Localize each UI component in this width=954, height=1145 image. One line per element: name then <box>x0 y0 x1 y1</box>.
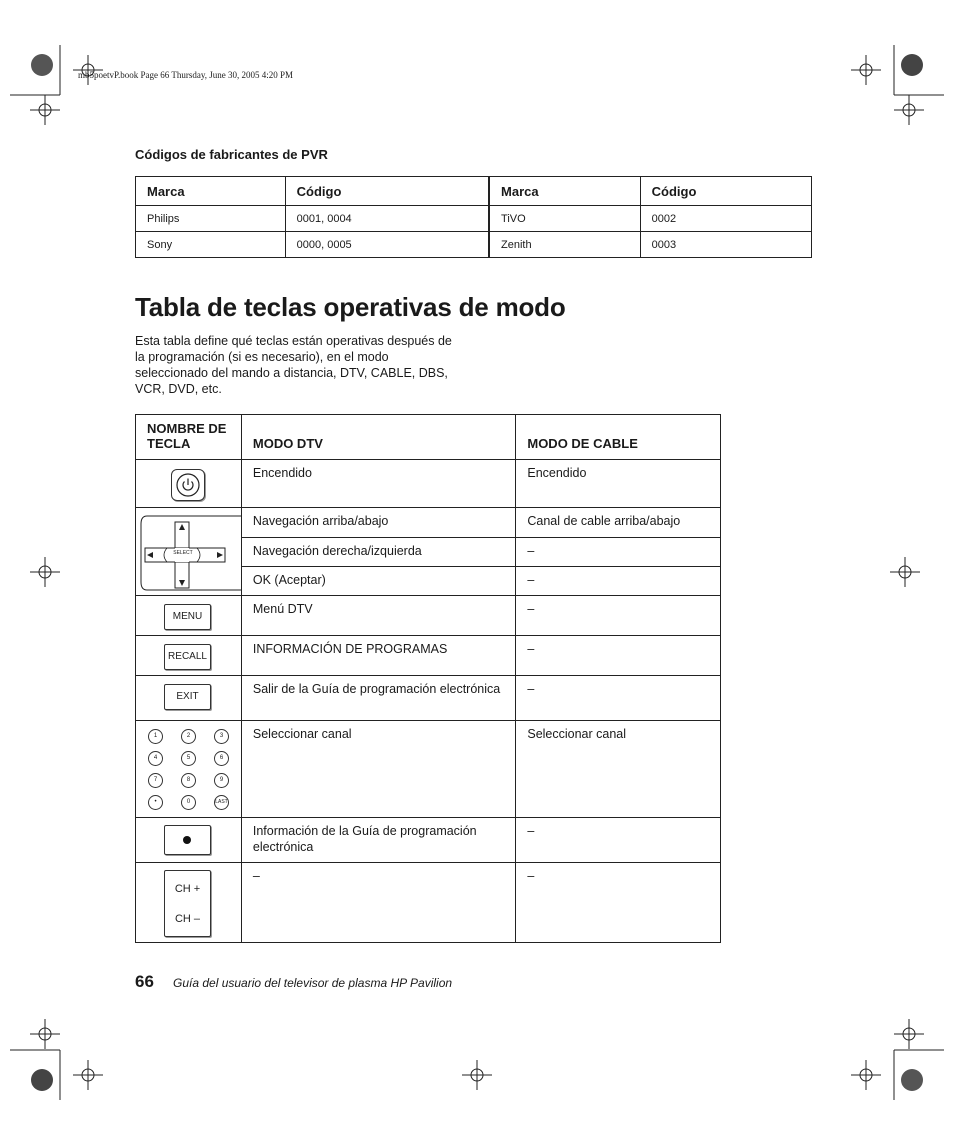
table-row <box>136 676 721 721</box>
power-icon <box>172 470 204 500</box>
exit-key: EXIT <box>164 684 211 710</box>
table-row <box>136 863 721 943</box>
keypad-key: 1 <box>148 729 163 744</box>
recall-key: RECALL <box>164 644 211 670</box>
channel-down-label: CH – <box>174 913 201 925</box>
column-header: Código <box>640 177 811 206</box>
dtv-mode-cell: Información de la Guía de programación electrónica <box>241 818 515 863</box>
table-row <box>136 232 812 258</box>
menu-key: MENU <box>164 604 211 630</box>
cable-mode-cell: – <box>516 818 721 863</box>
keypad-key: 4 <box>148 751 163 766</box>
table-cell: 0003 <box>640 232 811 258</box>
cable-mode-cell: – <box>516 567 721 596</box>
keypad-key: LAST <box>214 795 229 810</box>
dtv-mode-cell: Seleccionar canal <box>241 721 515 818</box>
cable-mode-cell: – <box>516 636 721 676</box>
column-header: MODO DTV <box>241 415 515 460</box>
select-key-label: SELECT <box>173 550 193 556</box>
cable-mode-cell: Seleccionar canal <box>516 721 721 818</box>
table-cell: TiVO <box>489 206 640 232</box>
keypad-key: 3 <box>214 729 229 744</box>
keypad-key: 2 <box>181 729 196 744</box>
key-cell <box>136 596 242 636</box>
key-cell <box>136 636 242 676</box>
pvr-codes-table <box>135 176 812 258</box>
dtv-mode-cell: Navegación derecha/izquierda <box>241 538 515 567</box>
pvr-codes-title: Códigos de fabricantes de PVR <box>135 147 328 162</box>
table-row <box>136 508 721 538</box>
channel-rocker-key <box>164 870 211 937</box>
table-row <box>136 636 721 676</box>
keypad-key: 7 <box>148 773 163 788</box>
number-keypad <box>136 721 242 818</box>
keypad-key: 8 <box>181 773 196 788</box>
dtv-mode-cell: Salir de la Guía de programación electrónica <box>241 676 515 721</box>
keypad-key: 5 <box>181 751 196 766</box>
cable-mode-cell: – <box>516 676 721 721</box>
channel-up-label: CH + <box>174 883 201 895</box>
key-cell <box>136 863 242 943</box>
table-cell: Sony <box>136 232 286 258</box>
key-cell <box>136 818 242 863</box>
column-header: MODO DE CABLE <box>516 415 721 460</box>
guide-dot-key <box>164 825 211 855</box>
table-cell: Zenith <box>489 232 640 258</box>
section-title: Tabla de teclas operativas de modo <box>135 292 566 322</box>
dtv-mode-cell: OK (Aceptar) <box>241 567 515 596</box>
print-header: mb5poetvP.book Page 66 Thursday, June 30, 2005 4:20 PM <box>78 70 293 80</box>
table-row <box>136 818 721 863</box>
cable-mode-cell: Canal de cable arriba/abajo <box>516 508 721 538</box>
key-cell <box>136 676 242 721</box>
dtv-mode-cell: Menú DTV <box>241 596 515 636</box>
cable-mode-cell: – <box>516 863 721 943</box>
column-header: Marca <box>136 177 286 206</box>
column-header: NOMBRE DE TECLA <box>136 415 242 460</box>
table-cell: 0001, 0004 <box>285 206 489 232</box>
table-header-row <box>136 415 721 460</box>
dtv-mode-cell: – <box>241 863 515 943</box>
footer-title: Guía del usuario del televisor de plasma HP Pavilion <box>173 976 453 990</box>
page-number: 66 <box>135 972 154 991</box>
table-row <box>136 596 721 636</box>
cable-mode-cell: – <box>516 596 721 636</box>
table-row <box>136 206 812 232</box>
column-header: Código <box>285 177 489 206</box>
cable-mode-cell: – <box>516 538 721 567</box>
keypad-key: 0 <box>181 795 196 810</box>
key-cell <box>136 721 242 818</box>
keypad-key: • <box>148 795 163 810</box>
dtv-mode-cell: Navegación arriba/abajo <box>241 508 515 538</box>
section-intro: Esta tabla define qué teclas están operativas después de la programación (si es necesario), en el modo seleccionado del mando a distancia, DTV, CABLE, DBS, VCR, DVD, etc. <box>135 334 452 396</box>
table-row <box>136 721 721 818</box>
key-cell <box>136 508 242 596</box>
power-key <box>171 469 205 501</box>
key-cell <box>136 460 242 508</box>
dtv-mode-cell: Encendido <box>241 460 515 508</box>
table-cell: 0000, 0005 <box>285 232 489 258</box>
cable-mode-cell: Encendido <box>516 460 721 508</box>
mode-keys-table <box>135 414 721 943</box>
column-header: Marca <box>489 177 640 206</box>
dot-icon <box>165 826 210 854</box>
table-cell: 0002 <box>640 206 811 232</box>
dtv-mode-cell: INFORMACIÓN DE PROGRAMAS <box>241 636 515 676</box>
keypad-key: 9 <box>214 773 229 788</box>
table-row <box>136 460 721 508</box>
table-header-row <box>136 177 812 206</box>
keypad-key: 6 <box>214 751 229 766</box>
table-cell: Philips <box>136 206 286 232</box>
